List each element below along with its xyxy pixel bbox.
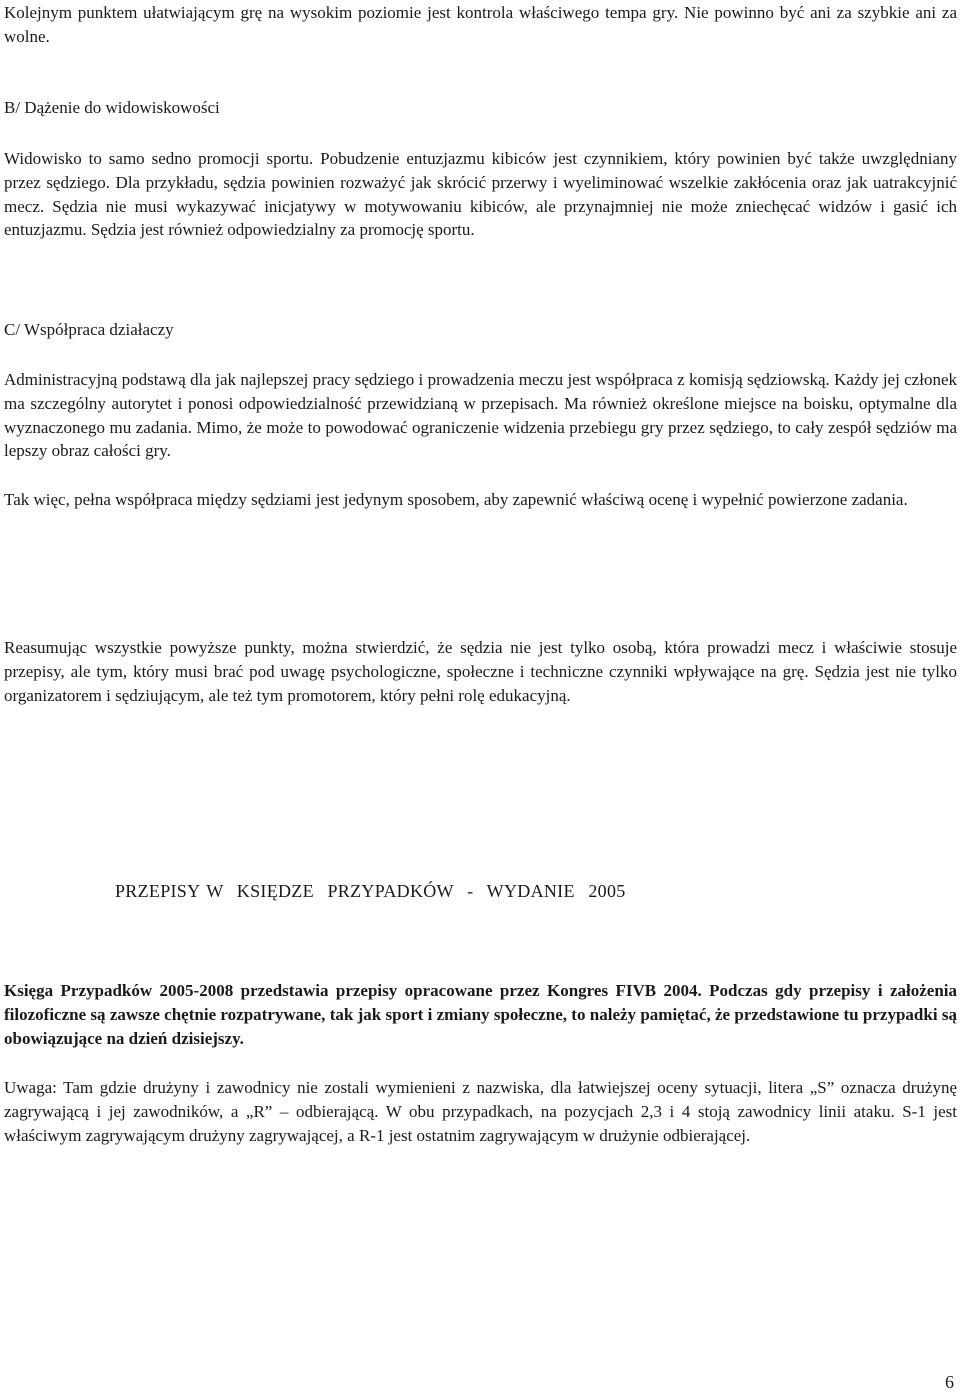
summary-paragraph: Reasumując wszystkie powyższe punkty, można stwierdzić, że sędzia nie jest tylko osobą, która prowadzi mecz i właściwie stosuje przepisy, ale tym, który musi brać pod uwagę psychologiczne, społeczne i techniczne czynniki wpływające na grę. Sędzia jest nie tylko organizatorem i sędziującym, ale też tym promotorem, który pełni rolę edukacyjną.	[4, 638, 957, 705]
section-c-paragraph-2: Tak więc, pełna współpraca między sędziami jest jedynym sposobem, aby zapewnić właściwą ocenę i wypełnić powierzone zadania.	[4, 490, 908, 509]
section-c-heading: C/ Współpraca działaczy	[4, 320, 174, 339]
page-number: 6	[945, 1372, 954, 1392]
section-title: PRZEPISY W KSIĘDZE PRZYPADKÓW - WYDANIE 2005	[115, 881, 626, 901]
intro-paragraph: Kolejnym punktem ułatwiającym grę na wysokim poziomie jest kontrola właściwego tempa gry. Nie powinno być ani za szybkie ani za wolne.	[4, 3, 957, 46]
section-b-paragraph: Widowisko to samo sedno promocji sportu. Pobudzenie entuzjazmu kibiców jest czynnikiem, który powinien być także uwzględniany przez sędziego. Dla przykładu, sędzia powinien rozważyć jak skrócić przerwy i wyeliminować wszelkie zakłócenia oraz jak uatrakcyjnić mecz. Sędzia nie musi wykazywać inicjatywy w motywowaniu kibiców, ale przynajmniej nie może zniechęcać widzów i gasić ich entuzjazmu. Sędzia jest również odpowiedzialny za promocję sportu.	[4, 149, 957, 240]
section-c-paragraph-1: Administracyjną podstawą dla jak najlepszej pracy sędziego i prowadzenia meczu jest współpraca z komisją sędziowską. Każdy jej członek ma szczególny autorytet i ponosi odpowiedzialność przewidzianą w przepisach. Ma również określone miejsce na boisku, optymalne dla wyznaczonego mu zadania. Mimo, że może to powodować ograniczenie widzenia przebiegu gry przez sędziego, to cały zespół sędziów ma lepszy obraz całości gry.	[4, 370, 957, 461]
section-b-heading: B/ Dążenie do widowiskowości	[4, 98, 220, 117]
bold-intro-paragraph: Księga Przypadków 2005-2008 przedstawia przepisy opracowane przez Kongres FIVB 2004. Podczas gdy przepisy i założenia filozoficzne są zawsze chętnie rozpatrywane, tak jak sport i zmiany społeczne, to należy pamiętać, że przedstawione tu przypadki są obowiązujące na dzień dzisiejszy.	[4, 981, 957, 1048]
note-paragraph: Uwaga: Tam gdzie drużyny i zawodnicy nie zostali wymienieni z nazwiska, dla łatwiejszej oceny sytuacji, litera „S” oznacza drużynę zagrywającą i jej zawodników, a „R” – odbierającą. W obu przypadkach, na pozycjach 2,3 i 4 stoją zawodnicy linii ataku. S-1 jest właściwym zagrywającym drużyny zagrywającej, a R-1 jest ostatnim zagrywającym w drużynie odbierającej.	[4, 1078, 957, 1145]
